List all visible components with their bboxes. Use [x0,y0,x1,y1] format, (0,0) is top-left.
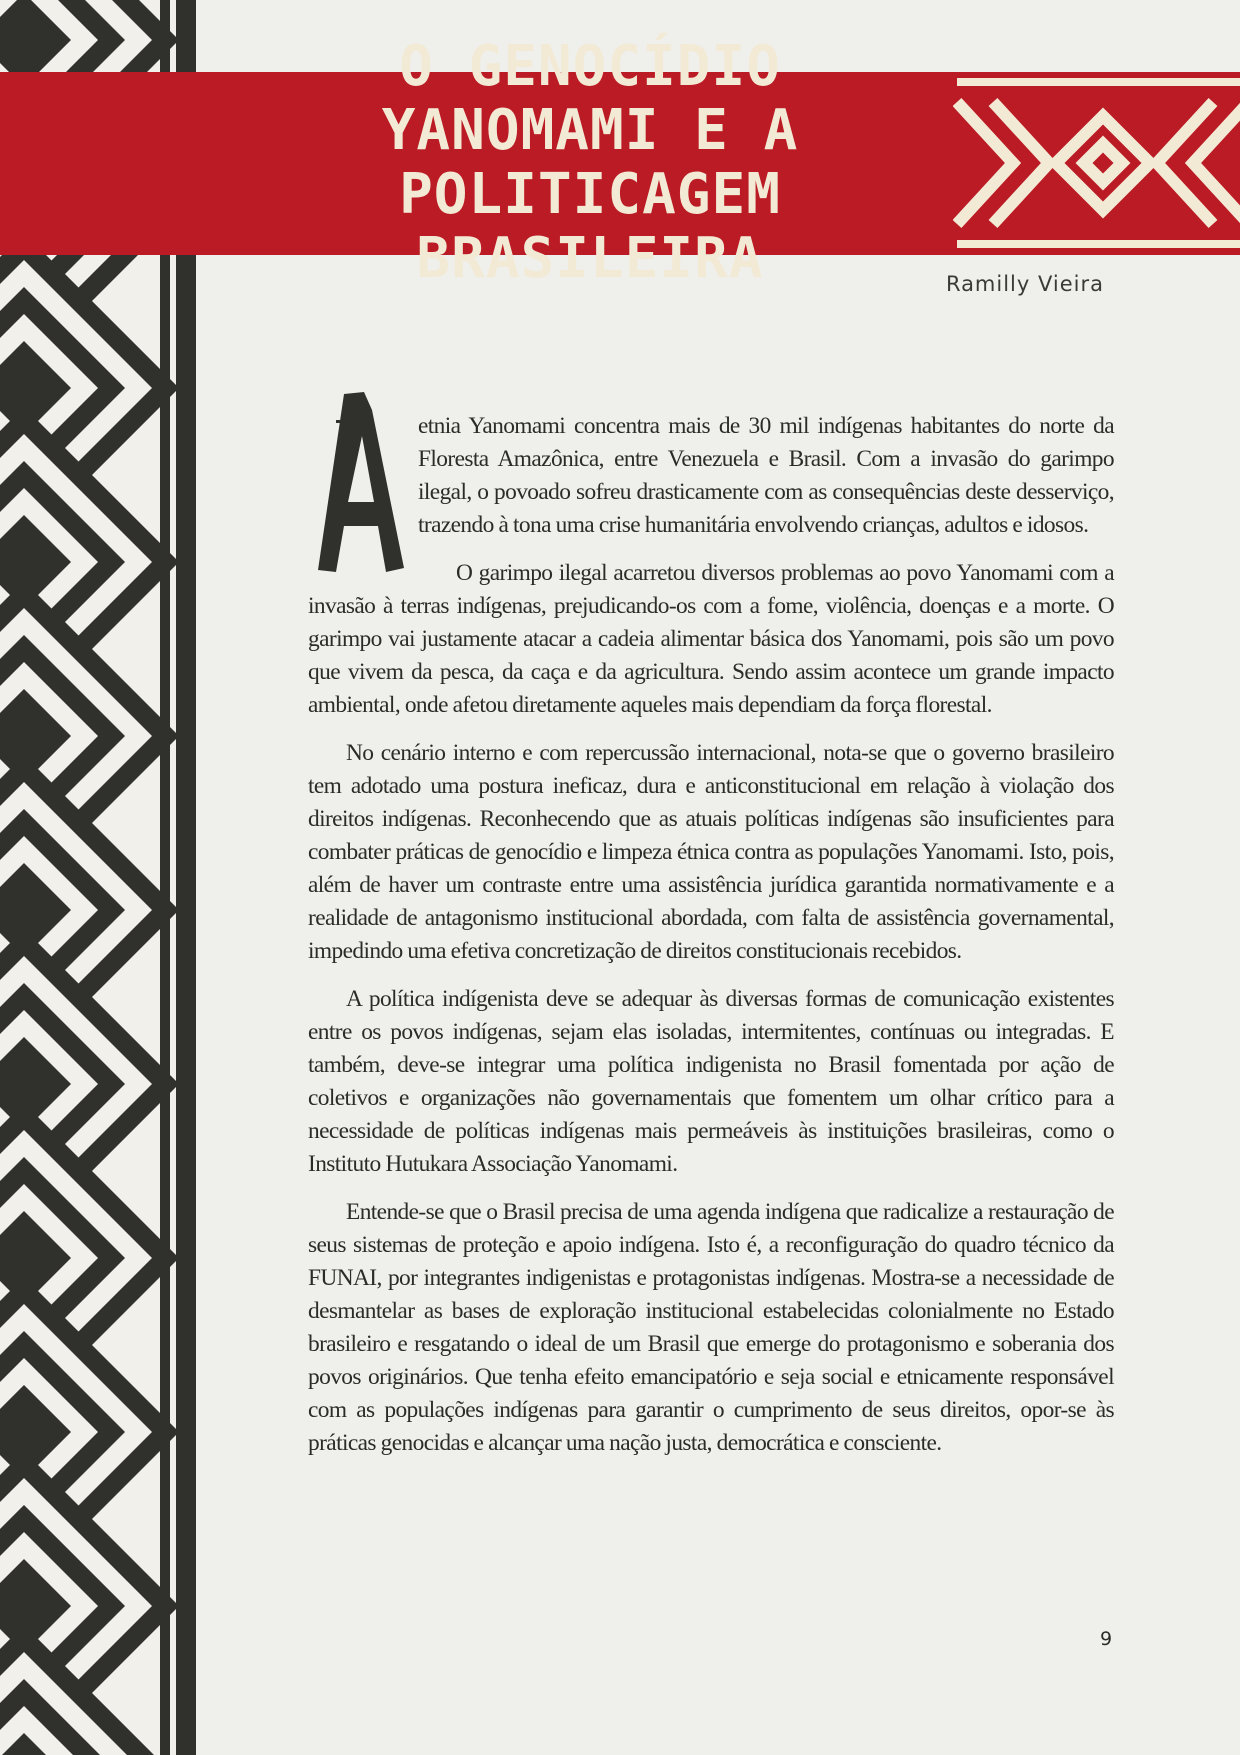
header-tribal-pattern [953,72,1240,255]
paragraph-5: Entende-se que o Brasil precisa de uma agenda indígena que radicalize a restauração de seus sistemas de proteção e apoio indígena. Isto é, a reconfiguração do quadro técnico da FUNAI, por integrantes indigenistas e protagonistas indígenas. Mostra-se a necessidade de desmantelar as bases de exploração institucional estabelecidas colonialmente no Estado brasileiro e resgatando o ideal de um Brasil que emerge do protagonismo e soberania dos povos originários. Que tenha efeito emancipatório e seja social e etnicamente responsável com as populações indígenas para garantir o cumprimento de seus direitos, opor-se às práticas genocidas e alcançar uma nação justa, democrática e consciente. [308,1199,1114,1456]
page-title-line-2: POLITICAGEM BRASILEIRA [399,162,781,291]
drop-cap-letter [300,390,412,580]
paragraph-3: No cenário interno e com repercussão internacional, nota-se que o governo brasileiro tem adotado uma postura ineficaz, dura e anticonstitucional em relação à violação dos direitos indígenas. Reconhecendo que as atuais políticas indígenas são insuficientes para combater práticas de genocídio e limpeza étnica contra as populações Yanomami. Isto, pois, além de haver um contraste entre uma assistência jurídica garantida normativamente e a realidade de antagonismo institucional abordada, com falta de assistência governamental, impedindo uma efetiva concretização de direitos constitucionais recebidos. [308,740,1114,964]
left-tribal-pattern-border [0,0,196,1755]
author-name: Ramilly Vieira [945,272,1104,296]
page-title [250,34,930,291]
paragraph-2: O garimpo ilegal acarretou diversos problemas ao povo Yanomami com a invasão à terras indígenas, prejudicando-os com a fome, violência, doenças e a morte. O garimpo vai justamente atacar a cadeia alimentar básica dos Yanomami, pois são um povo que vivem da pesca, da caça e da agricultura. Sendo assim acontece um grande impacto ambiental, onde afetou diretamente aqueles mais dependiam da força florestal. [308,560,1114,718]
paragraph-1: etnia Yanomami concentra mais de 30 mil indígenas habitantes do norte da Floresta Amazônica, entre Venezuela e Brasil. Com a invasão do garimpo ilegal, o povoado sofreu drasticamente com as consequências deste desserviço, trazendo à tona uma crise humanitária envolvendo crianças, adultos e idosos. [418,413,1114,538]
page-number: 9 [1100,1628,1113,1650]
article-body [308,410,1114,1475]
page-title-line-1: O GENOCÍDIO YANOMAMI E A [381,34,799,163]
paragraph-4: A política indígenista deve se adequar às diversas formas de comunicação existentes entre os povos indígenas, sejam elas isoladas, intermitentes, contínuas ou integradas. E também, deve-se integrar uma política indigenista no Brasil fomentada por ação de coletivos e organizações não governamentais que fomentem um olhar crítico para a necessidade de políticas indígenas mais permeáveis às instituições brasileiras, como o Instituto Hutukara Associação Yanomami. [308,986,1114,1177]
